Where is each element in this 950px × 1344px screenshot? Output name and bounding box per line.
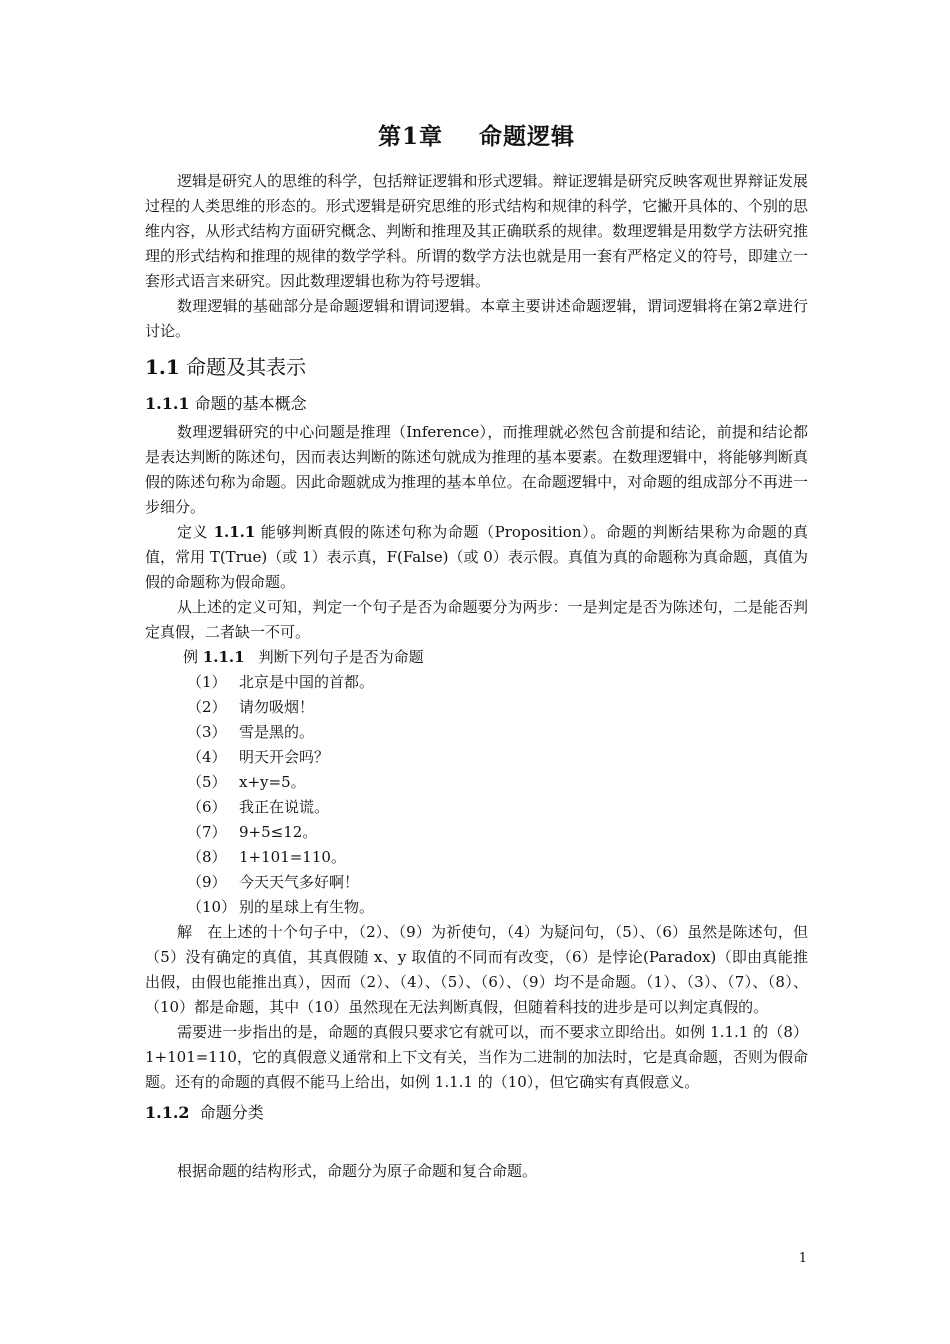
definition-label: 定义 xyxy=(177,523,209,541)
section-title: 命题及其表示 xyxy=(186,355,307,379)
subsection-heading-1 xyxy=(145,390,808,418)
paragraph-truth-value: 需要进一步指出的是，命题的真假只要求它有就可以，而不要求立即给出。如例 1.1.1 的（8）1+101=110，它的真假意义通常和上下文有关，当作为二进制的加法时，它是真命题，否则为假命题。还有的命题的真假不能马上给出，如例 1.1.1 的（10），但它确实有真假意义。 xyxy=(145,1023,808,1091)
list-item: （9） 今天天气多好啊！ xyxy=(187,873,360,891)
example-text: 判断下列句子是否为命题 xyxy=(258,648,424,666)
subsection-number-2: 1.1.2 xyxy=(145,1103,190,1122)
page-number: 1 xyxy=(798,1251,807,1266)
intro-paragraph-1: 逻辑是研究人的思维的科学，包括辩证逻辑和形式逻辑。辩证逻辑是研究反映客观世界辩证发展过程的人类思维的形态的。形式逻辑是研究思维的形式结构和规律的科学，它撇开具体的、个别的思维内容，从形式结构方面研究概念、判断和推理及其正确联系的规律。数理逻辑是用数学方法研究推理的形式结构和推理的规律的数学学科。所谓的数学方法也就是用一套有严格定义的符号，即建立一套形式语言来研究。因此数理逻辑也称为符号逻辑。 xyxy=(145,172,808,290)
example-number: 1.1.1 xyxy=(202,648,245,666)
paragraph-two-steps: 从上述的定义可知，判定一个句子是否为命题要分为两步：一是判定是否为陈述句，二是能否判定真假，二者缺一不可。 xyxy=(145,598,808,641)
section-heading xyxy=(145,350,808,384)
list-item: （6） 我正在说谎。 xyxy=(187,798,330,816)
intro-paragraph-2: 数理逻辑的基础部分是命题逻辑和谓词逻辑。本章主要讲述命题逻辑，谓词逻辑将在第2章进行讨论。 xyxy=(145,297,808,340)
list-item: （5） x+y=5。 xyxy=(187,773,306,791)
section-number: 1.1 xyxy=(145,355,180,379)
list-item: （8） 1+101=110。 xyxy=(187,848,346,866)
chapter-num-suffix: 章 xyxy=(419,123,443,150)
list-item: （2） 请勿吸烟！ xyxy=(187,698,315,716)
list-item: （1） 北京是中国的首都。 xyxy=(187,673,375,691)
chapter-num-prefix: 第 xyxy=(377,123,402,150)
solution-paragraph: 解 在上述的十个句子中，（2）、（9）为祈使句，（4）为疑问句，（5）、（6）虽然是陈述句，但（5）没有确定的真值，其真假随 x、y 取值的不同而有改变，（6）是悖论(Paradox)（即由真能推出假，由假也能推出真），因而（2）、（4）、（5）、（6）、（9）均不是命题。（1）、（3）、（7）、（8）、（10）都是命题，其中（10）虽然现在无法判断真假，但随着科技的进步是可以判定真假的。 xyxy=(145,923,808,1016)
subsection-heading-2 xyxy=(145,1099,808,1127)
chapter-title xyxy=(145,118,808,151)
list-item: （3） 雪是黑的。 xyxy=(187,723,315,741)
example-list xyxy=(145,670,808,920)
paragraph-classification: 根据命题的结构形式，命题分为原子命题和复合命题。 xyxy=(177,1162,538,1180)
page-content xyxy=(145,118,808,1184)
definition-text: 能够判断真假的陈述句称为命题（Proposition）。命题的判断结果称为命题的真值，常用 T(True)（或 1）表示真，F(False)（或 0）表示假。真值为真的命题称为真命题，真值为假的命题称为假命题。 xyxy=(145,523,808,591)
chapter-number: 1 xyxy=(401,123,419,150)
chapter-title-text: 命题逻辑 xyxy=(479,123,575,150)
example-label: 例 xyxy=(183,648,199,666)
subsection-number-1: 1.1.1 xyxy=(145,394,190,413)
example-heading xyxy=(183,645,808,670)
list-item: （10） 别的星球上有生物。 xyxy=(187,898,375,916)
subsection-title-1: 命题的基本概念 xyxy=(194,394,307,413)
paragraph-inference: 数理逻辑研究的中心问题是推理（Inference），而推理就必然包含前提和结论，前提和结论都是表达判断的陈述句，因而表达判断的陈述句就成为推理的基本要素。在数理逻辑中，将能够判断真假的陈述句称为命题。因此命题就成为推理的基本单位。在命题逻辑中，对命题的组成部分不再进一步细分。 xyxy=(145,423,808,516)
subsection-title-2: 命题分类 xyxy=(199,1103,264,1122)
list-item: （4） 明天开会吗？ xyxy=(187,748,330,766)
list-item: （7） 9+5≤12。 xyxy=(187,823,318,841)
definition-number: 1.1.1 xyxy=(213,523,256,541)
definition-paragraph xyxy=(145,520,808,595)
